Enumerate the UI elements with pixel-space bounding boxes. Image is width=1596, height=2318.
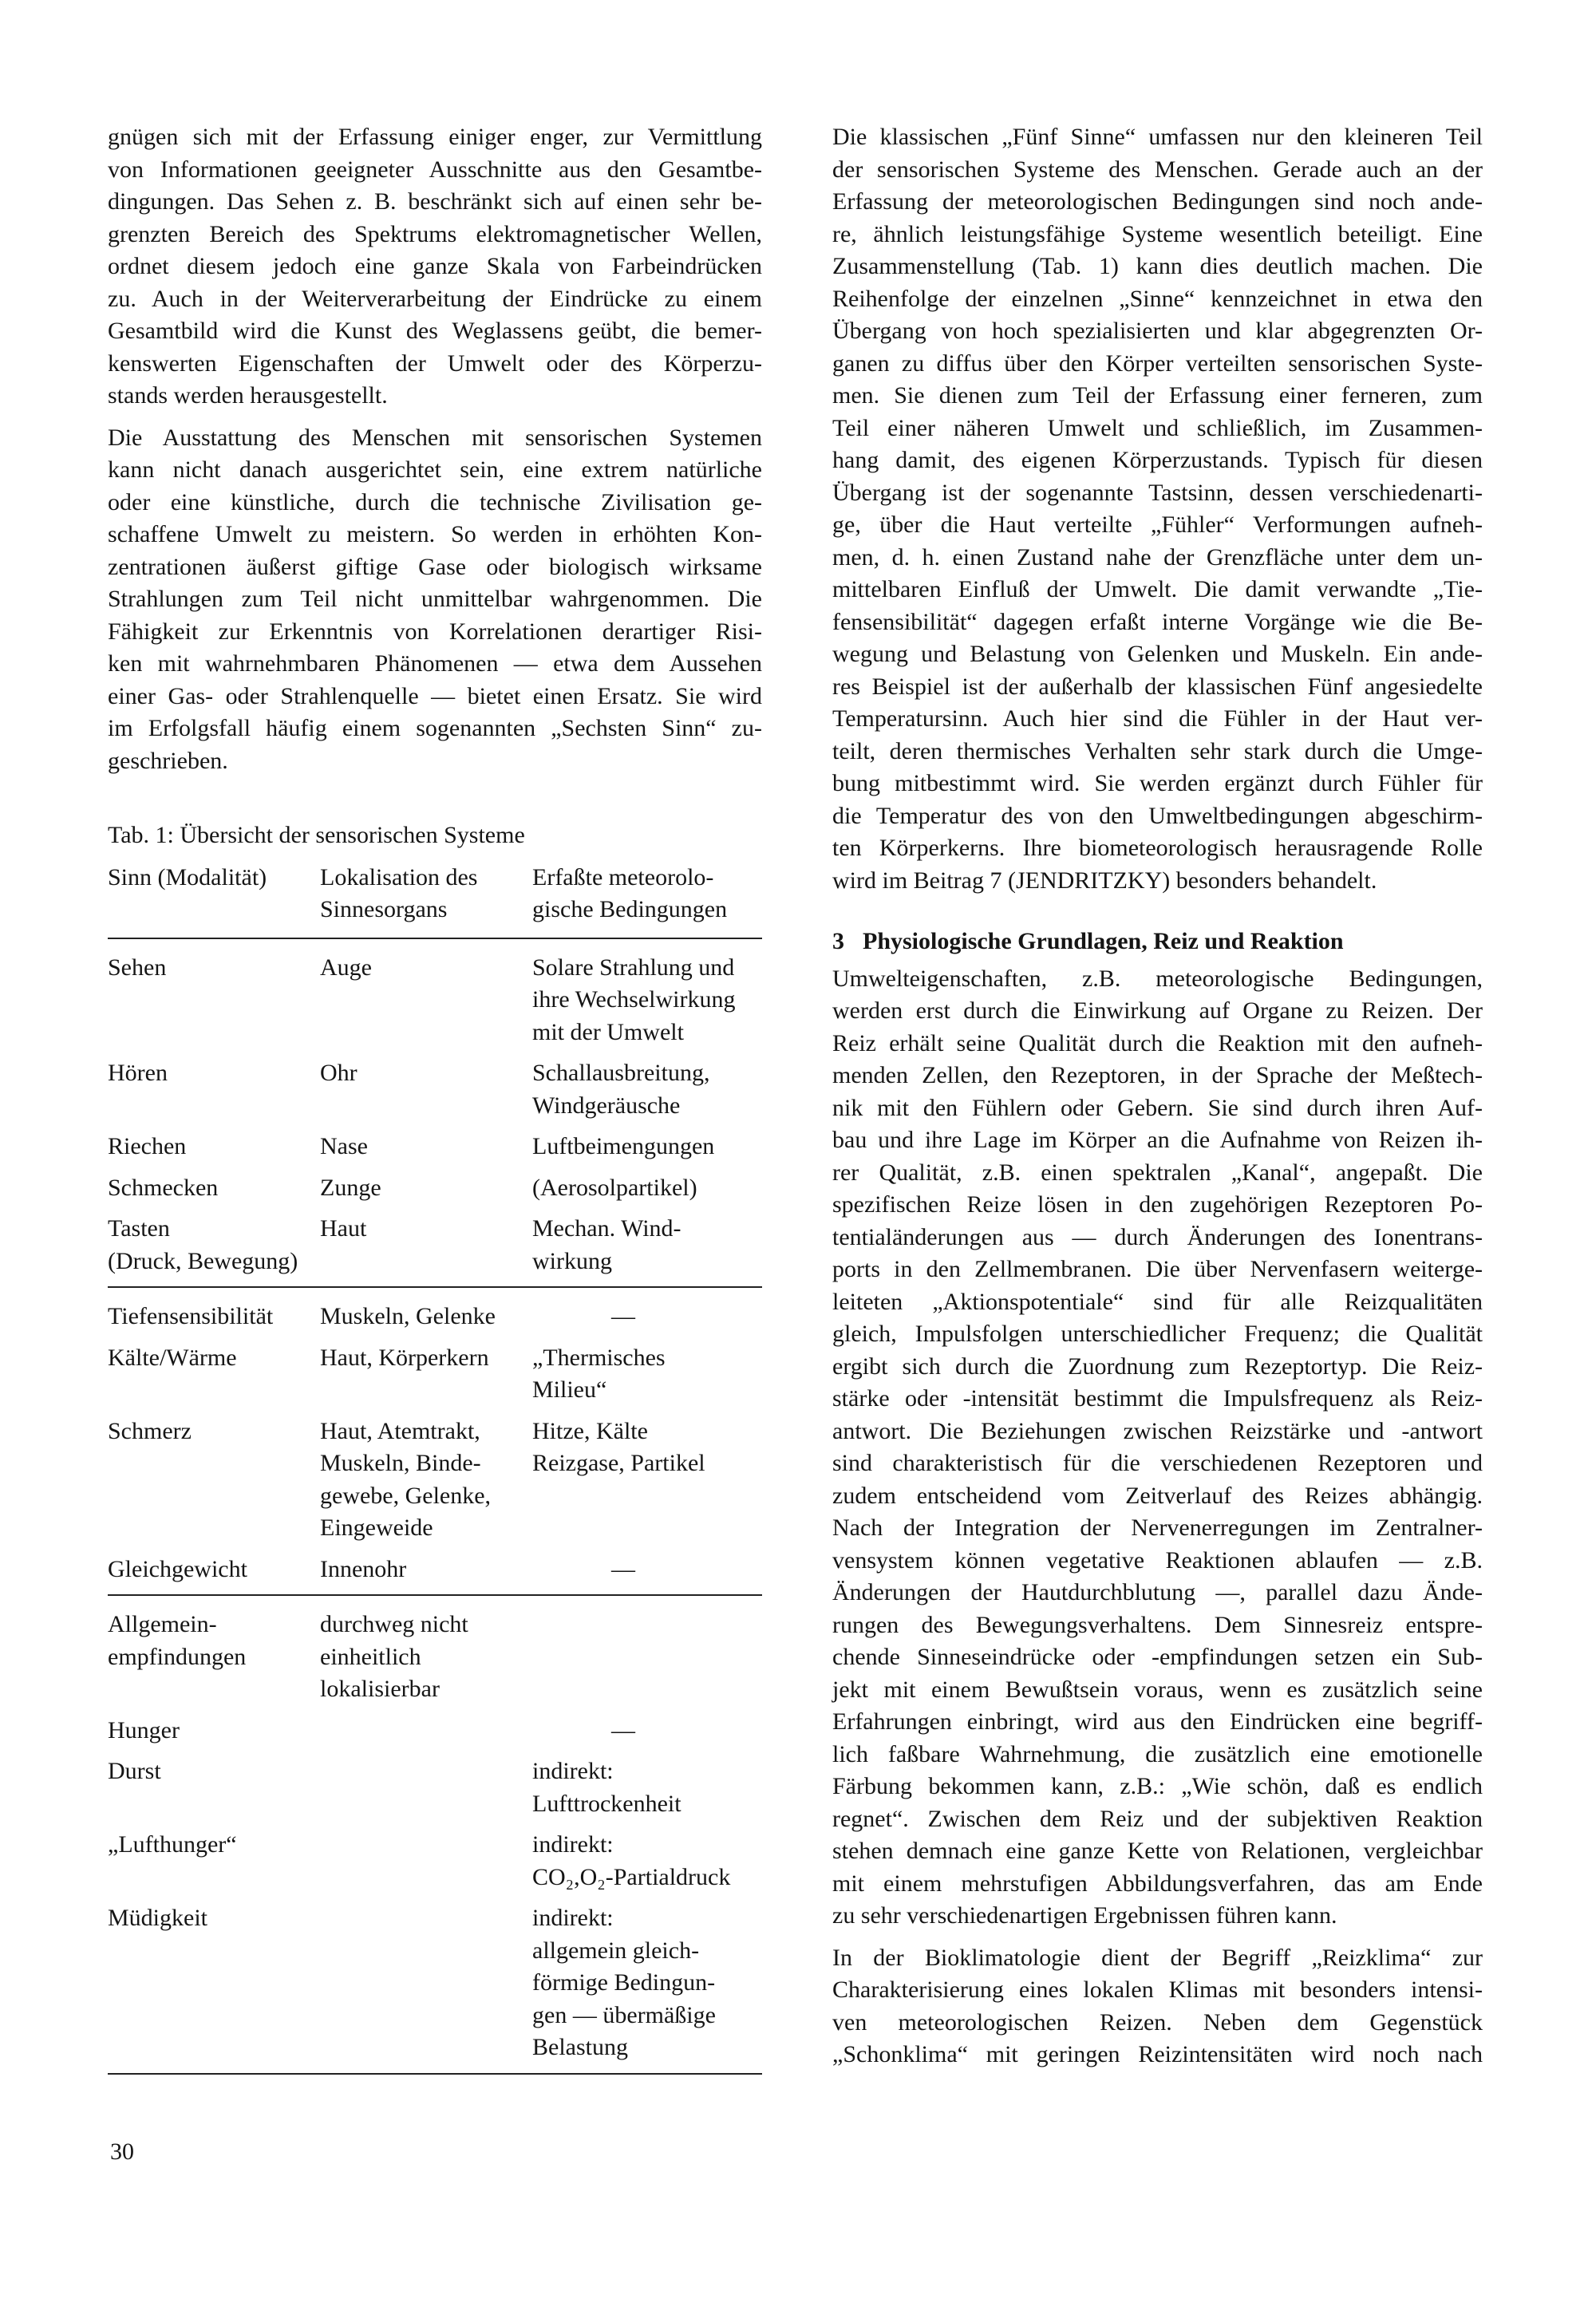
conditions-cell: Luftbeimengungen	[532, 1133, 715, 1159]
text-line: Temperatursinn. Auch hier sind die Fühler in der Haut ver-	[832, 705, 1483, 732]
sense-cell: Müdigkeit	[108, 1905, 207, 1931]
table-row	[108, 1554, 762, 1586]
text-line: werden erst durch die Einwirkung auf Organe zu Reizen. Der	[832, 997, 1483, 1024]
column-header: Erfaßte meteorolo- gische Bedingungen	[532, 863, 728, 922]
organ-cell	[320, 1715, 532, 1747]
text-line: Änderungen der Hautdurchblutung —, parallel dazu Ände-	[832, 1579, 1483, 1605]
sense-cell: Schmecken	[108, 1174, 219, 1201]
text-line: dingungen. Das Sehen z. B. beschränkt sich auf einen sehr be-	[108, 188, 762, 215]
text-line: von Informationen geeigneter Ausschnitte aus den Gesamtbe-	[108, 156, 762, 183]
table-rule	[108, 938, 762, 939]
column-header: Lokalisation des Sinnesorgans	[320, 863, 478, 922]
organ-cell: Ohr	[320, 1060, 358, 1086]
sense-cell: „Lufthunger“	[108, 1831, 237, 1858]
table-row	[108, 1342, 762, 1407]
sense-cell: Tasten (Druck, Bewegung)	[108, 1215, 298, 1274]
text-line: wird im Beitrag 7 (JENDRITZKY) besonders behandelt.	[832, 867, 1377, 894]
column-header: Sinn (Modalität)	[108, 863, 267, 890]
text-line: stands werden herausgestellt.	[108, 382, 388, 409]
text-line: jekt mit einem Bewußtsein voraus, wenn es zusätzlich seine	[832, 1676, 1483, 1703]
table-row	[108, 1172, 762, 1205]
section-heading	[832, 926, 1483, 958]
text-line: die Temperatur des von den Umweltbedingungen abgeschirm-	[832, 802, 1483, 829]
text-line: Zusammenstellung (Tab. 1) kann dies deutlich machen. Die	[832, 253, 1483, 279]
text-line: ganen zu diffus über den Körper verteilten sensorischen Syste-	[832, 349, 1483, 377]
text-line: Strahlungen zum Teil nicht unmittelbar wahrgenommen. Die	[108, 586, 762, 612]
organ-cell: Nase	[320, 1133, 368, 1159]
text-line: rer Qualität, z.B. einen spektralen „Kanal“, angepaßt. Die	[832, 1159, 1483, 1186]
conditions-cell: (Aerosolpartikel)	[532, 1174, 697, 1201]
text-line: geschrieben.	[108, 747, 228, 774]
text-line: Übergang ist der sogenannte Tastsinn, dessen verschiedenarti-	[832, 479, 1483, 506]
conditions-cell: indirekt: allgemein gleich- förmige Bedingun- gen — übermäßige Belastung	[532, 1905, 716, 2060]
text-line: gnügen sich mit der Erfassung einiger enger, zur Vermittlung	[108, 124, 762, 150]
sense-cell: Allgemein- empfindungen	[108, 1611, 247, 1670]
organ-cell	[320, 1902, 532, 2064]
sense-cell: Tiefensensibilität	[108, 1303, 274, 1329]
conditions-cell: Mechan. Wind- wirkung	[532, 1215, 681, 1274]
text-line: Färbung bekommen kann, z.B.: „Wie schön, daß es endlich	[832, 1773, 1483, 1799]
text-line: Umwelteigenschaften, z.B. meteorologische Bedingungen,	[832, 965, 1483, 992]
text-line: oder eine künstliche, durch die technische Zivilisation ge-	[108, 488, 762, 515]
table-rule	[108, 1594, 762, 1596]
organ-cell: Haut, Körperkern	[320, 1344, 489, 1371]
text-line: bau und ihre Lage im Körper an die Aufnahme von Reizen ih-	[832, 1127, 1483, 1153]
text-line: spezifischen Reize lösen in den zugehörigen Rezeptoren Po-	[832, 1191, 1483, 1218]
text-line: menden Zellen, den Rezeptoren, in der Sprache der Meßtech-	[832, 1062, 1483, 1088]
text-line: Teil einer näheren Umwelt und schließlich, im Zusammen-	[832, 414, 1483, 441]
section-title: Physiologische Grundlagen, Reiz und Reaktion	[863, 928, 1344, 954]
conditions-cell: —	[611, 1303, 635, 1329]
text-line: ken mit wahrnehmbaren Phänomenen — etwa dem Aussehen	[108, 650, 762, 677]
sense-cell: Riechen	[108, 1133, 187, 1159]
conditions-cell: Schallausbreitung, Windgeräusche	[532, 1060, 710, 1119]
text-line: In der Bioklimatologie dient der Begriff „Reizklima“ zur	[832, 1944, 1483, 1971]
text-line: res Beispiel ist der außerhalb der klassischen Fünf angesiedelte	[832, 673, 1483, 700]
text-line: ports in den Zellmembranen. Die über Nervenfasern weiterge-	[832, 1256, 1483, 1282]
text-line: stärke oder -intensität bestimmt die Impulsfrequenz als Reiz-	[832, 1385, 1483, 1412]
text-line: men, d. h. einen Zustand nahe der Grenzfläche unter dem un-	[832, 543, 1483, 571]
table-rule	[108, 2073, 762, 2075]
text-line: Fähigkeit zur Erkenntnis von Korrelationen derartiger Risi-	[108, 618, 762, 645]
table-row	[108, 1416, 762, 1545]
text-line: regnet“. Zwischen dem Reiz und der subjektiven Reaktion	[832, 1805, 1483, 1832]
text-line: ergibt sich durch die Zuordnung zum Rezeptortyp. Die Reiz-	[832, 1352, 1483, 1380]
text-line: re, ähnlich leistungsfähige Systeme wesentlich beteiligt. Eine	[832, 220, 1483, 247]
conditions-cell: Solare Strahlung und ihre Wechselwirkung mit der Umwelt	[532, 954, 736, 1045]
sense-cell: Durst	[108, 1758, 161, 1784]
conditions-cell: „Thermisches Milieu“	[532, 1344, 666, 1403]
sense-cell: Gleichgewicht	[108, 1555, 247, 1582]
sense-cell: Kälte/Wärme	[108, 1344, 237, 1371]
table-row	[108, 1057, 762, 1122]
conditions-cell	[532, 1609, 762, 1706]
text-line: zentrationen äußerst giftige Gase oder biologisch wirksame	[108, 553, 762, 580]
organ-cell	[320, 1829, 532, 1893]
table-row	[108, 1609, 762, 1706]
organ-cell: Innenohr	[320, 1555, 407, 1582]
organ-cell: Haut	[320, 1215, 367, 1242]
text-line: gleich, Impulsfolgen unterschiedlicher Frequenz; die Qualität	[832, 1321, 1483, 1347]
sense-cell: Hören	[108, 1060, 168, 1086]
text-line: fensensibilität“ dagegen erfaßt interne Vorgänge wie die Be-	[832, 608, 1483, 635]
sense-cell: Sehen	[108, 954, 167, 981]
text-line: leiteten „Aktionspotentiale“ sind für alle Reizqualitäten	[832, 1288, 1483, 1315]
text-line: zudem entscheidend vom Zeitverlauf des Reizes abhängig.	[832, 1482, 1483, 1509]
text-line: schaffene Umwelt zu meistern. So werden in erhöhten Kon-	[108, 521, 762, 547]
text-line: kann nicht danach ausgerichtet sein, eine extrem natürliche	[108, 456, 762, 483]
table-row	[108, 1131, 762, 1163]
text-line: sind charakteristisch für die verschiedenen Rezeptoren und	[832, 1450, 1483, 1476]
table-row	[108, 952, 762, 1049]
right-column	[832, 121, 1483, 2081]
text-line: Die Ausstattung des Menschen mit sensorischen Systemen	[108, 424, 762, 451]
table-rule	[108, 1286, 762, 1288]
organ-cell: Auge	[320, 954, 372, 981]
paragraph	[108, 422, 762, 778]
table-row	[108, 1755, 762, 1820]
text-line: wegung und Belastung von Gelenken und Muskeln. Ein ande-	[832, 641, 1483, 667]
sensory-systems-table	[108, 819, 762, 2087]
text-line: Charakterisierung eines lokalen Klimas mit besonders intensi-	[832, 1976, 1483, 2003]
text-line: mittelbaren Einfluß der Umwelt. Die damit verwandte „Tie-	[832, 576, 1483, 602]
sense-cell: Hunger	[108, 1716, 180, 1743]
text-line: lich faßbare Wahrnehmung, die zusätzlich eine emotionelle	[832, 1740, 1483, 1767]
text-line: ge, über die Haut verteilte „Fühler“ Verformungen aufneh-	[832, 511, 1483, 538]
text-line: „Schonklima“ mit geringen Reizintensitäten wird noch nach	[832, 2041, 1483, 2067]
section-number: 3	[832, 928, 844, 954]
organ-cell: durchweg nicht einheitlich lokalisierbar	[320, 1611, 468, 1702]
text-line: men. Sie dienen zum Teil der Erfassung einer ferneren, zum	[832, 382, 1483, 409]
organ-cell: Haut, Atemtrakt, Muskeln, Binde- gewebe, Gelenke, Eingeweide	[320, 1417, 492, 1541]
text-line: ten Körperkerns. Ihre biometeorologisch herausragende Rolle	[832, 835, 1483, 861]
paragraph	[832, 1942, 1483, 2071]
table-row	[108, 1213, 762, 1277]
text-line: Übergang von hoch spezialisierten und klar abgegrenzten Or-	[832, 318, 1483, 344]
table-row	[108, 1715, 762, 1747]
text-line: teilt, deren thermisches Verhalten sehr stark durch die Umge-	[832, 737, 1483, 764]
paragraph	[108, 121, 762, 413]
conditions-cell: —	[611, 1555, 635, 1582]
paragraph	[832, 121, 1483, 897]
text-line: zu sehr verschiedenartigen Ergebnissen führen kann.	[832, 1902, 1337, 1929]
text-line: nik mit den Fühlern oder Gebern. Sie sind durch ihren Auf-	[832, 1094, 1483, 1121]
text-line: Die klassischen „Fünf Sinne“ umfassen nur den kleineren Teil	[832, 124, 1483, 150]
organ-cell: Zunge	[320, 1174, 381, 1201]
organ-cell: Muskeln, Gelenke	[320, 1303, 496, 1329]
table-row	[108, 1902, 762, 2064]
paragraph	[832, 963, 1483, 1933]
text-line: Reihenfolge der einzelnen „Sinne“ kennzeichnet in etwa den	[832, 285, 1483, 312]
text-line: im Erfolgsfall häufig einem sogenannten „Sechsten Sinn“ zu-	[108, 715, 762, 741]
text-line: einer Gas- oder Strahlenquelle — bietet einen Ersatz. Sie wird	[108, 682, 762, 709]
conditions-cell: Hitze, Kälte Reizgase, Partikel	[532, 1417, 705, 1476]
conditions-cell: indirekt: Lufttrockenheit	[532, 1758, 681, 1817]
text-line: antwort. Die Beziehungen zwischen Reizstärke und -antwort	[832, 1417, 1483, 1444]
text-line: vensystem können vegetative Reaktionen ablaufen — z.B.	[832, 1546, 1483, 1574]
text-line: zu. Auch in der Weiterverarbeitung der Eindrücke zu einem	[108, 285, 762, 312]
table-body	[108, 938, 762, 2075]
text-line: tentialänderungen aus — durch Änderungen des Ionentrans-	[832, 1223, 1483, 1250]
organ-cell	[320, 1755, 532, 1820]
text-line: ordnet diesem jedoch eine ganze Skala von Farbeindrücken	[108, 253, 762, 279]
table-caption: Tab. 1: Übersicht der sensorischen Systeme	[108, 822, 525, 848]
text-line: Nach der Integration der Nervenerregungen im Zentralner-	[832, 1514, 1483, 1541]
text-line: hang damit, des eigenen Körperzustands. Typisch für diesen	[832, 447, 1483, 473]
text-line: bung mitbestimmt wird. Sie werden ergänzt durch Fühler für	[832, 770, 1483, 796]
left-column	[108, 121, 762, 787]
page-number: 30	[110, 2138, 134, 2165]
table-header-row	[108, 862, 762, 926]
table-row	[108, 1301, 762, 1333]
text-line: Erfassung der meteorologischen Bedingungen sind noch ande-	[832, 188, 1483, 215]
text-line: Erfahrungen einbringt, wird aus den Eindrücken eine begriff-	[832, 1708, 1483, 1735]
text-line: grenzten Bereich des Spektrums elektromagnetischer Wellen,	[108, 220, 762, 247]
text-line: Reiz erhält seine Qualität durch die Reaktion mit den aufneh-	[832, 1029, 1483, 1056]
text-line: rungen des Bewegungsverhaltens. Dem Sinnesreiz entspre-	[832, 1611, 1483, 1638]
sense-cell: Schmerz	[108, 1417, 192, 1444]
text-line: kenswerten Eigenschaften der Umwelt oder des Körperzu-	[108, 349, 762, 377]
table-row	[108, 1829, 762, 1893]
text-line: ven meteorologischen Reizen. Neben dem Gegenstück	[832, 2008, 1483, 2036]
text-line: Gesamtbild wird die Kunst des Weglassens geübt, die bemer-	[108, 318, 762, 344]
conditions-cell: —	[611, 1716, 635, 1743]
text-line: mit einem mehrstufigen Abbildungsverfahren, das am Ende	[832, 1870, 1483, 1897]
text-line: chende Sinneseindrücke oder -empfindungen setzen ein Sub-	[832, 1644, 1483, 1670]
text-line: stehen demnach eine ganze Kette von Relationen, vergleichbar	[832, 1838, 1483, 1864]
text-line: der sensorischen Systeme des Menschen. Gerade auch an der	[832, 156, 1483, 183]
conditions-cell: indirekt: CO₂,O₂-Partialdruck	[532, 1831, 731, 1890]
